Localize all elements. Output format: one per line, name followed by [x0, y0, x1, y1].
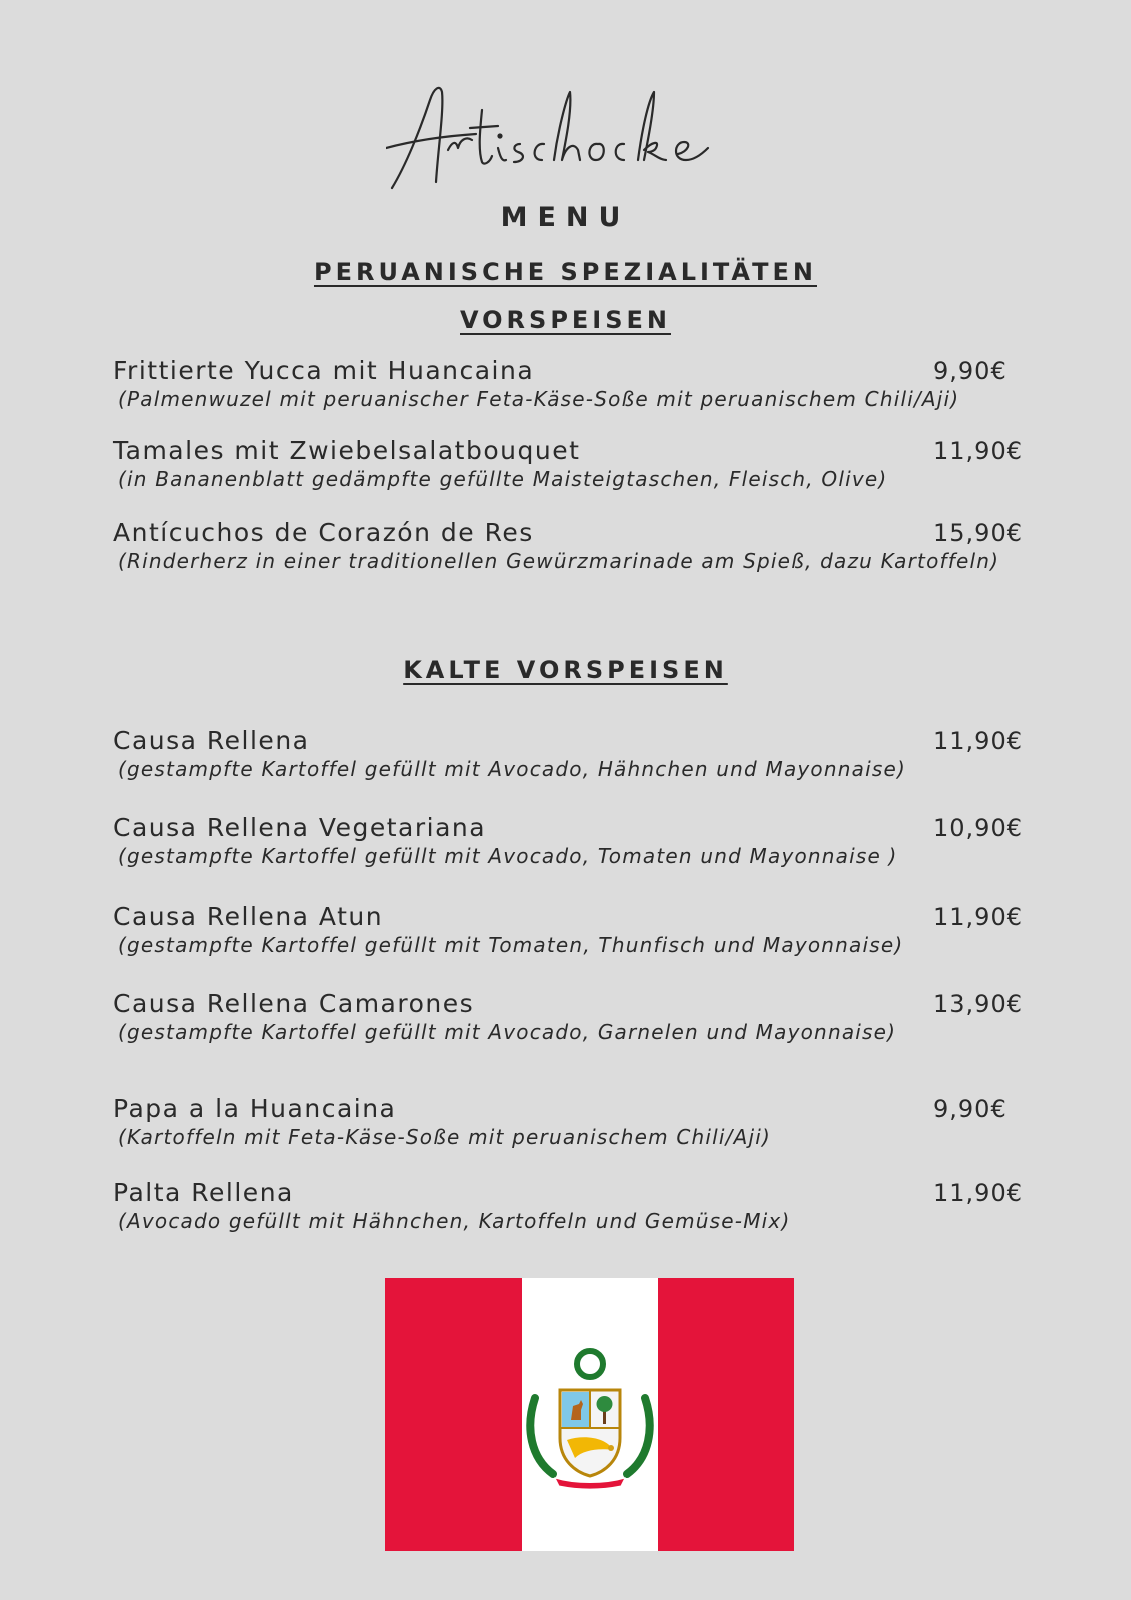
- item-name: Palta Rellena: [113, 1178, 294, 1207]
- item-price: 10,90€: [933, 814, 1023, 842]
- section-title-kalte-vorspeisen: [0, 656, 1131, 684]
- artischocke-script-logo: [386, 70, 746, 200]
- menu-item: [113, 902, 1023, 958]
- item-description: (gestampfte Kartoffel gefüllt mit Avocado, Hähnchen und Mayonnaise): [118, 757, 906, 781]
- item-price: 9,90€: [933, 357, 1007, 385]
- section-title-text: VORSPEISEN: [460, 306, 671, 334]
- item-description: (Palmenwuzel mit peruanischer Feta-Käse-Soße mit peruanischem Chili/Aji): [118, 387, 960, 411]
- item-name: Tamales mit Zwiebelsalatbouquet: [113, 436, 581, 465]
- menu-item: [113, 726, 1023, 782]
- item-name: Causa Rellena: [113, 726, 310, 755]
- brand-logo: [0, 70, 1131, 200]
- item-name: Causa Rellena Camarones: [113, 989, 475, 1018]
- item-description: (in Bananenblatt gedämpfte gefüllte Maisteigtaschen, Fleisch, Olive): [118, 467, 888, 491]
- section-title-text: KALTE VORSPEISEN: [403, 656, 728, 684]
- item-price: 11,90€: [933, 437, 1023, 465]
- item-price: 11,90€: [933, 903, 1023, 931]
- item-name: Antícuchos de Corazón de Res: [113, 518, 534, 547]
- item-description: (Avocado gefüllt mit Hähnchen, Kartoffeln und Gemüse-Mix): [118, 1209, 791, 1233]
- section-title-vorspeisen: [0, 306, 1131, 334]
- peru-flag-icon: [385, 1278, 794, 1551]
- menu-item: [113, 1094, 1013, 1150]
- item-price: 9,90€: [933, 1095, 1007, 1123]
- section-title-peruanische: [0, 258, 1131, 286]
- item-name: Papa a la Huancaina: [113, 1094, 397, 1123]
- menu-item: [113, 356, 1013, 412]
- menu-item: [113, 1178, 1023, 1234]
- item-name: Frittierte Yucca mit Huancaina: [113, 356, 535, 385]
- item-name: Causa Rellena Atun: [113, 902, 384, 931]
- item-name: Causa Rellena Vegetariana: [113, 813, 487, 842]
- item-description: (gestampfte Kartoffel gefüllt mit Tomaten, Thunfisch und Mayonnaise): [118, 933, 904, 957]
- menu-item: [113, 518, 1023, 574]
- section-title-text: PERUANISCHE SPEZIALITÄTEN: [313, 258, 817, 286]
- item-description: (gestampfte Kartoffel gefüllt mit Avocado, Tomaten und Mayonnaise ): [118, 844, 898, 868]
- item-description: (Kartoffeln mit Feta-Käse-Soße mit peruanischem Chili/Aji): [118, 1125, 771, 1149]
- item-price: 13,90€: [933, 990, 1023, 1018]
- item-price: 15,90€: [933, 519, 1023, 547]
- menu-item: [113, 813, 1023, 869]
- item-description: (gestampfte Kartoffel gefüllt mit Avocado, Garnelen und Mayonnaise): [118, 1020, 897, 1044]
- menu-item: [113, 436, 1023, 492]
- item-price: 11,90€: [933, 1179, 1023, 1207]
- item-price: 11,90€: [933, 727, 1023, 755]
- menu-subtitle: MENU: [500, 202, 631, 233]
- menu-item: [113, 989, 1023, 1045]
- item-description: (Rinderherz in einer traditionellen Gewürzmarinade am Spieß, dazu Kartoffeln): [118, 549, 1000, 573]
